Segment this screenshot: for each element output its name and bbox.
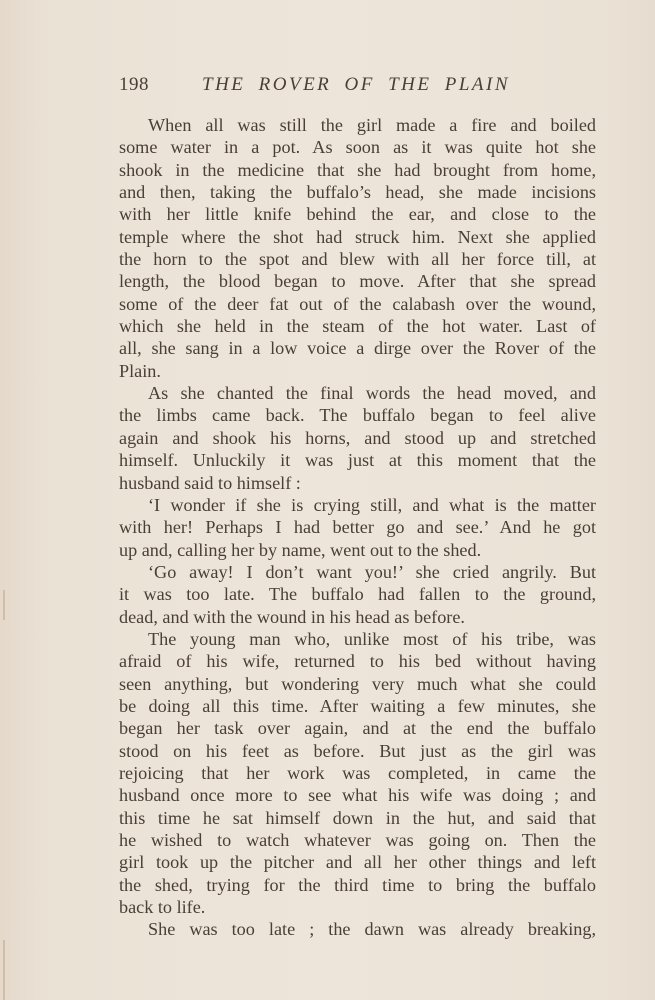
- running-header: [119, 74, 599, 100]
- text-line: all, she sang in a low voice a dirge over the Rover of the: [119, 338, 596, 359]
- text-line: husband once more to see what his wife was doing ; and: [119, 785, 596, 806]
- text-line: She was too late ; the dawn was already breaking,: [148, 919, 596, 940]
- text-line: girl took up the pitcher and all her other things and left: [119, 852, 596, 873]
- text-line: husband said to himself :: [119, 472, 301, 493]
- text-line: some water in a pot. As soon as it was quite hot she: [119, 137, 596, 158]
- page-number: 198: [119, 74, 149, 95]
- text-line: again and shook his horns, and stood up and stretched: [119, 427, 596, 448]
- text-line: the horn to the spot and blew with all her force till, at: [119, 249, 596, 270]
- text-line: temple where the shot had struck him. Next she applied: [119, 226, 596, 247]
- text-line: As she chanted the final words the head moved, and: [148, 383, 596, 404]
- text-line: back to life.: [119, 897, 206, 918]
- text-line: rejoicing that her work was completed, in came the: [119, 762, 596, 783]
- text-line: be doing all this time. After waiting a few minutes, she: [119, 695, 596, 716]
- text-line: which she held in the steam of the hot water. Last of: [119, 316, 596, 337]
- text-line: with her little knife behind the ear, and close to the: [119, 204, 596, 225]
- text-line: shook in the medicine that she had brought from home,: [119, 159, 596, 180]
- text-line: Plain.: [119, 360, 161, 381]
- text-line: it was too late. The buffalo had fallen to the ground,: [119, 584, 596, 605]
- page-edge-mark: [3, 940, 5, 1000]
- text-line: seen anything, but wondering very much what she could: [119, 673, 596, 694]
- text-line: afraid of his wife, returned to his bed without having: [119, 651, 596, 672]
- text-line: with her! Perhaps I had better go and see.’ And he got: [119, 517, 596, 538]
- body-text: [119, 114, 596, 941]
- text-line: dead, and with the wound in his head as before.: [119, 606, 465, 627]
- text-line: began her task over again, and at the end the buffalo: [119, 718, 596, 739]
- text-line: length, the blood began to move. After that she spread: [119, 271, 596, 292]
- text-line: The young man who, unlike most of his tribe, was: [148, 628, 596, 649]
- text-line: the limbs came back. The buffalo began to feel alive: [119, 405, 596, 426]
- text-line: ‘Go away! I don’t want you!’ she cried angrily. But: [148, 561, 596, 582]
- text-line: stood on his feet as before. But just as the girl was: [119, 740, 596, 761]
- text-line: up and, calling her by name, went out to the shed.: [119, 539, 482, 560]
- text-line: some of the deer fat out of the calabash over the wound,: [119, 293, 596, 314]
- page-edge-mark: [3, 590, 5, 620]
- text-line: this time he sat himself down in the hut, and said that: [119, 807, 596, 828]
- text-line: he wished to watch whatever was going on. Then the: [119, 830, 596, 850]
- text-line: When all was still the girl made a fire and boiled: [148, 115, 596, 135]
- running-title: THE ROVER OF THE PLAIN: [202, 74, 511, 95]
- text-line: the shed, trying for the third time to bring the buffalo: [119, 874, 596, 895]
- text-line: ‘I wonder if she is crying still, and what is the matter: [148, 494, 596, 515]
- text-line: and then, taking the buffalo’s head, she made incisions: [119, 182, 596, 203]
- text-line: himself. Unluckily it was just at this moment that the: [119, 450, 596, 471]
